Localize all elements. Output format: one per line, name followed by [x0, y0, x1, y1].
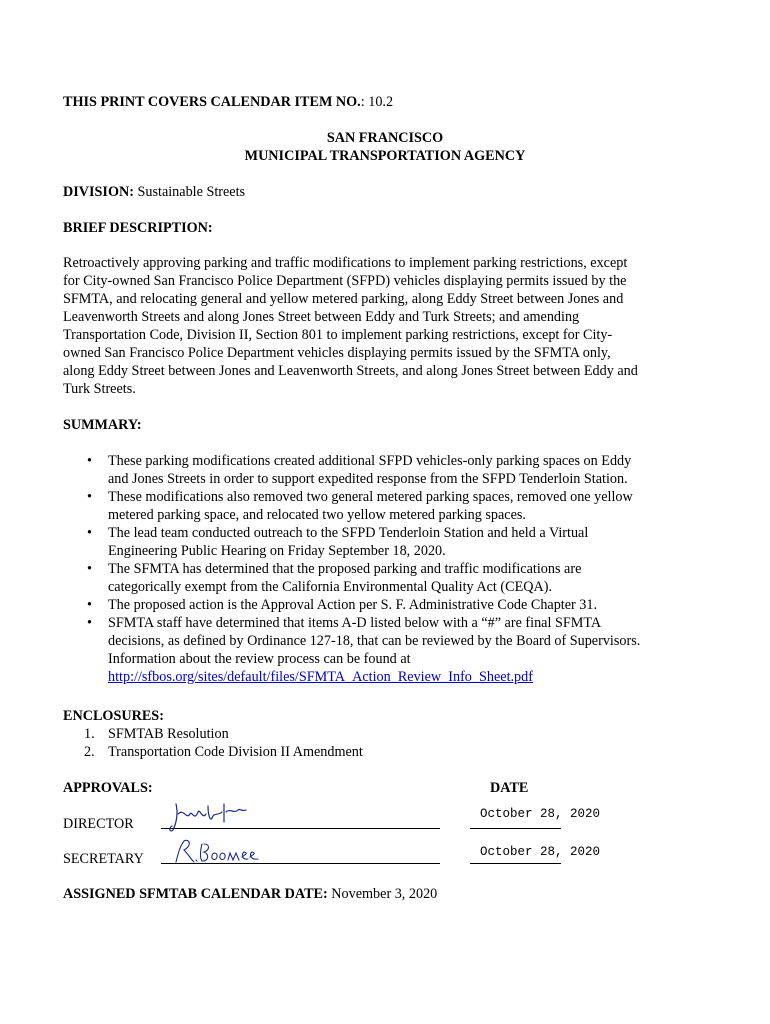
division-line [63, 183, 245, 201]
summary-line: The SFMTA has determined that the proposed parking and traffic modifications are [108, 561, 582, 577]
bullet-icon: • [87, 525, 92, 541]
brief-description-line: for City-owned San Francisco Police Department (SFPD) vehicles displaying permits issued by the [63, 273, 627, 289]
summary-line: categorically exempt from the California Environmental Quality Act (CEQA). [108, 579, 553, 595]
agency-line-1: SAN FRANCISCO [326, 130, 444, 146]
director-label: DIRECTOR [63, 816, 134, 832]
summary-item [63, 488, 640, 524]
agency-title [0, 129, 770, 165]
bullet-icon: • [87, 597, 92, 613]
summary-line: The proposed action is the Approval Action per S. F. Administrative Code Chapter 31. [108, 597, 598, 613]
summary-line: Engineering Public Hearing on Friday September 18, 2020. [108, 543, 446, 559]
summary-line: and Jones Streets in order to support expedited response from the SFPD Tenderloin Station. [108, 471, 628, 487]
brief-description-line: along Eddy Street between Jones and Leavenworth Streets, and along Jones Street between Eddy and [63, 363, 638, 379]
calendar-item-value: : 10.2 [360, 94, 394, 110]
agency-line-2: MUNICIPAL TRANSPORTATION AGENCY [244, 148, 526, 164]
director-date: October 28, 2020 [480, 807, 601, 821]
review-info-link[interactable]: http://sfbos.org/sites/default/files/SFMTA_Action_Review_Info_Sheet.pdf [108, 669, 533, 685]
summary-item [63, 452, 640, 488]
summary-item [63, 614, 640, 686]
brief-description-line: Leavenworth Streets and along Jones Street between Eddy and Turk Streets; and amending [63, 309, 580, 325]
assigned-date-label: ASSIGNED SFMTAB CALENDAR DATE: [63, 886, 328, 902]
summary-line: SFMTA staff have determined that items A-D listed below with a “#” are final SFMTA [108, 615, 602, 631]
bullet-icon: • [87, 453, 92, 469]
bullet-icon: • [87, 615, 92, 631]
director-date-line [470, 828, 561, 829]
enclosure-item [63, 725, 363, 743]
secretary-date-line [470, 863, 561, 864]
secretary-date: October 28, 2020 [480, 845, 601, 859]
enclosure-number: 2. [84, 744, 95, 760]
enclosures-heading: ENCLOSURES: [63, 708, 164, 724]
date-heading: DATE [490, 780, 529, 796]
assigned-calendar-date [63, 885, 437, 903]
enclosure-label: Transportation Code Division II Amendment [108, 744, 363, 760]
brief-description-body [63, 254, 638, 398]
brief-description-line: SFMTA, and relocating general and yellow metered parking, along Eddy Street between Jones and [63, 291, 624, 307]
summary-line: decisions, as defined by Ordinance 127-18, that can be reviewed by the Board of Supervisors. [108, 633, 641, 649]
summary-line: The lead team conducted outreach to the SFPD Tenderloin Station and held a Virtual [108, 525, 589, 541]
brief-description-line: Retroactively approving parking and traffic modifications to implement parking restrictions, except [63, 255, 628, 271]
summary-item [63, 560, 640, 596]
summary-item [63, 596, 640, 614]
brief-description-heading: BRIEF DESCRIPTION: [63, 220, 213, 236]
summary-list [63, 452, 640, 686]
summary-heading: SUMMARY: [63, 417, 142, 433]
secretary-signature [170, 838, 265, 866]
enclosure-item [63, 743, 363, 761]
brief-description-line: Turk Streets. [63, 381, 136, 397]
enclosure-label: SFMTAB Resolution [108, 726, 229, 742]
bullet-icon: • [87, 489, 92, 505]
approvals-heading: APPROVALS: [63, 780, 153, 796]
assigned-date-value: November 3, 2020 [327, 886, 438, 902]
division-label: DIVISION: [63, 184, 134, 200]
brief-description-line: Transportation Code, Division II, Section 801 to implement parking restrictions, except for City- [63, 327, 613, 343]
calendar-item-line [63, 93, 393, 111]
enclosure-number: 1. [84, 726, 95, 742]
director-signature [168, 800, 248, 834]
division-value: Sustainable Streets [133, 184, 246, 200]
brief-description-line: owned San Francisco Police Department vehicles displaying permits issued by the SFMTA only, [63, 345, 611, 361]
summary-line: These modifications also removed two general metered parking spaces, removed one yellow [108, 489, 633, 505]
enclosures-list [63, 725, 363, 761]
summary-line: Information about the review process can be found at [108, 651, 411, 667]
summary-line: metered parking space, and relocated two yellow metered parking spaces. [108, 507, 526, 523]
calendar-item-label: THIS PRINT COVERS CALENDAR ITEM NO. [63, 94, 361, 110]
secretary-label: SECRETARY [63, 851, 144, 867]
bullet-icon: • [87, 561, 92, 577]
summary-item [63, 524, 640, 560]
summary-line: These parking modifications created additional SFPD vehicles-only parking spaces on Eddy [108, 453, 632, 469]
